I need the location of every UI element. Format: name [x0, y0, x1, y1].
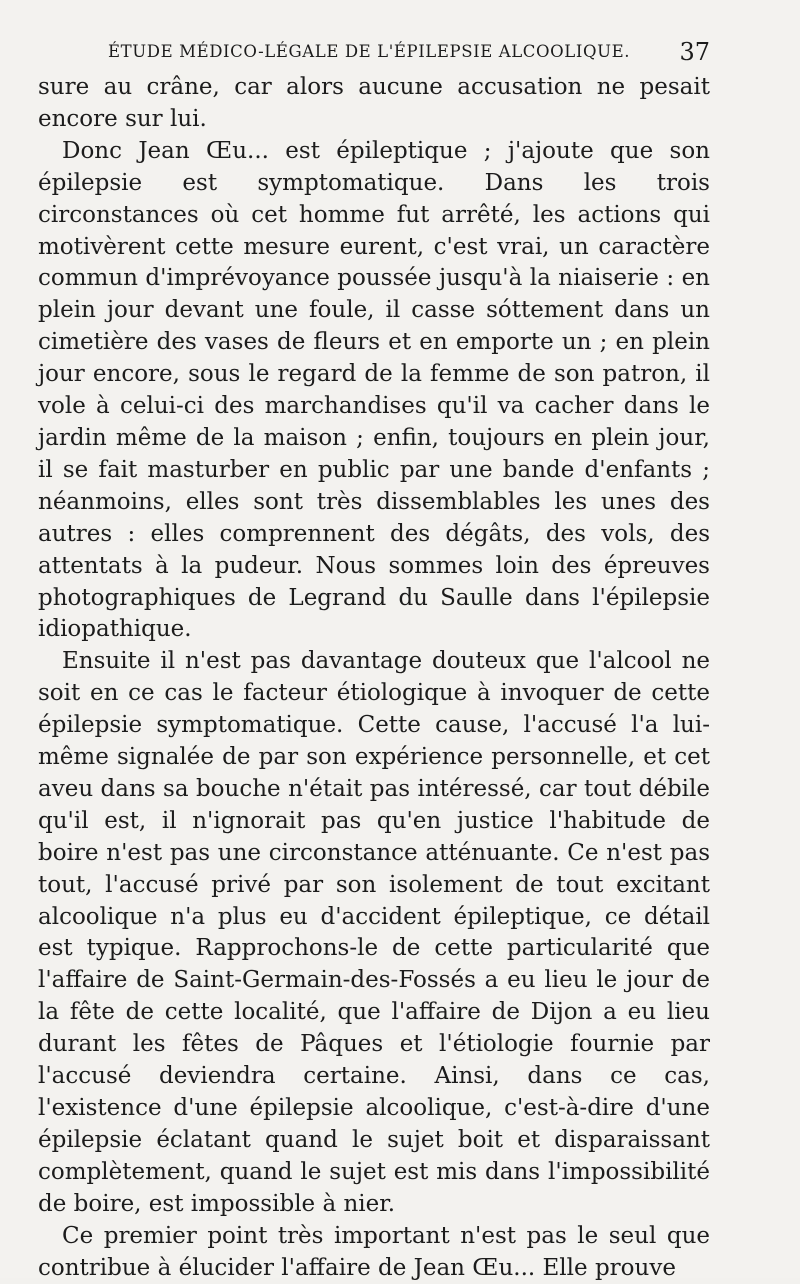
- paragraph: Ce premier point très important n'est pas le seul que contribue à élucider l'affaire de Jean Œu... Elle prouve: [38, 1222, 710, 1281]
- running-head-title: ÉTUDE MÉDICO-LÉGALE DE L'ÉPILEPSIE ALCOOLIQUE.: [108, 42, 631, 61]
- paragraph-continued: sure au crâne, car alors aucune accusation ne pesait encore sur lui.: [38, 74, 710, 132]
- paragraph: Donc Jean Œu... est épileptique ; j'ajoute que son épilepsie est symptomatique. Dans les trois circonstances où cet homme fut arrêté, les actions qui motivèrent cette mesure eurent, c'est vrai, un caractère commun d'imprévoyance poussée jusqu'à la niaiserie : en plein jour devant une foule, il casse sóttement dans un cimetière des vases de fleurs et en emporte un ; en plein jour encore, sous le regard de la femme de son patron, il vole à celui-ci des marchandises qu'il va cacher dans le jardin même de la maison ; enfin, toujours en plein jour, il se fait masturber en public par une bande d'enfants ; néanmoins, elles sont très dissemblables les unes des autres : elles comprennent des dégâts, des vols, des attentats à la pudeur. Nous sommes loin des épreuves photographiques de Legrand du Saulle dans l'épilepsie idiopathique.: [38, 137, 710, 643]
- page-number: 37: [679, 38, 710, 66]
- paragraph: Ensuite il n'est pas davantage douteux que l'alcool ne soit en ce cas le facteur étiologique à invoquer de cette épilepsie symptomatique. Cette cause, l'accusé l'a lui-même signalée de par son expérience personnelle, et cet aveu dans sa bouche n'était pas intéressé, car tout débile qu'il est, il n'ignorait pas qu'en justice l'habitude de boire n'est pas une circonstance atténuante. Ce n'est pas tout, l'accusé privé par son isolement de tout excitant alcoolique n'a plus eu d'accident épileptique, ce détail est typique. Rapprochons-le de cette particularité que l'affaire de Saint-Germain-des-Fossés a eu lieu le jour de la fête de cette localité, que l'affaire de Dijon a eu lieu durant les fêtes de Pâques et l'étiologie fournie par l'accusé deviendra certaine. Ainsi, dans ce cas, l'existence d'une épilepsie alcoolique, c'est-à-dire d'une épilepsie éclatant quand le sujet boit et disparaissant complètement, quand le sujet est mis dans l'impossibilité de boire, est impossible à nier.: [38, 648, 710, 1217]
- body-text: [38, 72, 710, 1284]
- running-head: [108, 38, 710, 66]
